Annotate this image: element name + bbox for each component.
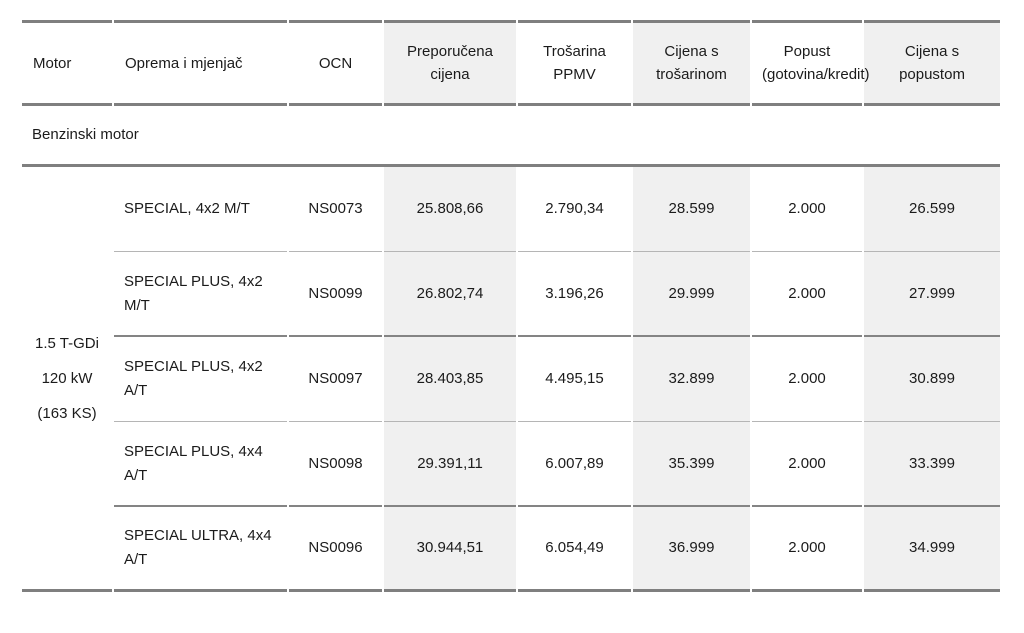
- motor-line: (163 KS): [37, 404, 97, 422]
- cell-popust: 2.000: [752, 337, 862, 422]
- cell-preporucena: 28.403,85: [384, 337, 516, 422]
- cell-ocn: NS0096: [289, 507, 382, 592]
- column-header-ocn: OCN: [289, 20, 382, 106]
- column-header-motor: Motor: [22, 20, 112, 106]
- table-row: [22, 422, 1000, 507]
- table-row: [22, 252, 1000, 337]
- column-header-trosarina-ppmv: Trošarina PPMV: [518, 20, 631, 106]
- cell-popust: 2.000: [752, 507, 862, 592]
- cell-trosarina: 4.495,15: [518, 337, 631, 422]
- cell-popust: 2.000: [752, 252, 862, 337]
- cell-oprema: SPECIAL ULTRA, 4x4 A/T: [114, 507, 287, 592]
- cell-preporucena: 29.391,11: [384, 422, 516, 507]
- column-header-cijena-s-trosarinom: Cijena s trošarinom: [633, 20, 750, 106]
- cell-ocn: NS0099: [289, 252, 382, 337]
- cell-cijena_s_popustom: 30.899: [864, 337, 1000, 422]
- column-header-cijena-s-popustom: Cijena s popustom: [864, 20, 1000, 106]
- motor-line: 1.5 T-GDi: [35, 334, 99, 352]
- price-table: [20, 20, 1002, 592]
- cell-preporucena: 25.808,66: [384, 167, 516, 252]
- column-header-popust: Popust (gotovina/kredit): [752, 20, 862, 106]
- cell-oprema: SPECIAL PLUS, 4x2 M/T: [114, 252, 287, 337]
- table-row: [22, 167, 1000, 252]
- cell-oprema: SPECIAL PLUS, 4x2 A/T: [114, 337, 287, 422]
- cell-trosarina: 2.790,34: [518, 167, 631, 252]
- cell-trosarina: 6.007,89: [518, 422, 631, 507]
- cell-cijena_s_trosarinom: 36.999: [633, 507, 750, 592]
- cell-ocn: NS0073: [289, 167, 382, 252]
- cell-oprema: SPECIAL, 4x2 M/T: [114, 167, 287, 252]
- cell-trosarina: 3.196,26: [518, 252, 631, 337]
- table-header: [22, 20, 1000, 106]
- cell-cijena_s_trosarinom: 35.399: [633, 422, 750, 507]
- cell-cijena_s_popustom: 34.999: [864, 507, 1000, 592]
- cell-cijena_s_popustom: 33.399: [864, 422, 1000, 507]
- column-header-oprema: Oprema i mjenjač: [114, 20, 287, 106]
- cell-cijena_s_popustom: 27.999: [864, 252, 1000, 337]
- section-row: [22, 106, 1000, 167]
- cell-cijena_s_popustom: 26.599: [864, 167, 1000, 252]
- cell-popust: 2.000: [752, 422, 862, 507]
- section-label: Benzinski motor: [22, 106, 1000, 167]
- cell-trosarina: 6.054,49: [518, 507, 631, 592]
- column-header-preporucena-cijena: Preporučena cijena: [384, 20, 516, 106]
- table-row: [22, 507, 1000, 592]
- table-body: [22, 106, 1000, 592]
- header-row: [22, 20, 1000, 106]
- cell-popust: 2.000: [752, 167, 862, 252]
- cell-cijena_s_trosarinom: 29.999: [633, 252, 750, 337]
- table-row: [22, 337, 1000, 422]
- motor-line: 120 kW: [41, 369, 93, 387]
- cell-cijena_s_trosarinom: 28.599: [633, 167, 750, 252]
- cell-ocn: NS0097: [289, 337, 382, 422]
- cell-ocn: NS0098: [289, 422, 382, 507]
- cell-preporucena: 30.944,51: [384, 507, 516, 592]
- cell-oprema: SPECIAL PLUS, 4x4 A/T: [114, 422, 287, 507]
- cell-cijena_s_trosarinom: 32.899: [633, 337, 750, 422]
- motor-group-cell: [22, 167, 112, 592]
- cell-preporucena: 26.802,74: [384, 252, 516, 337]
